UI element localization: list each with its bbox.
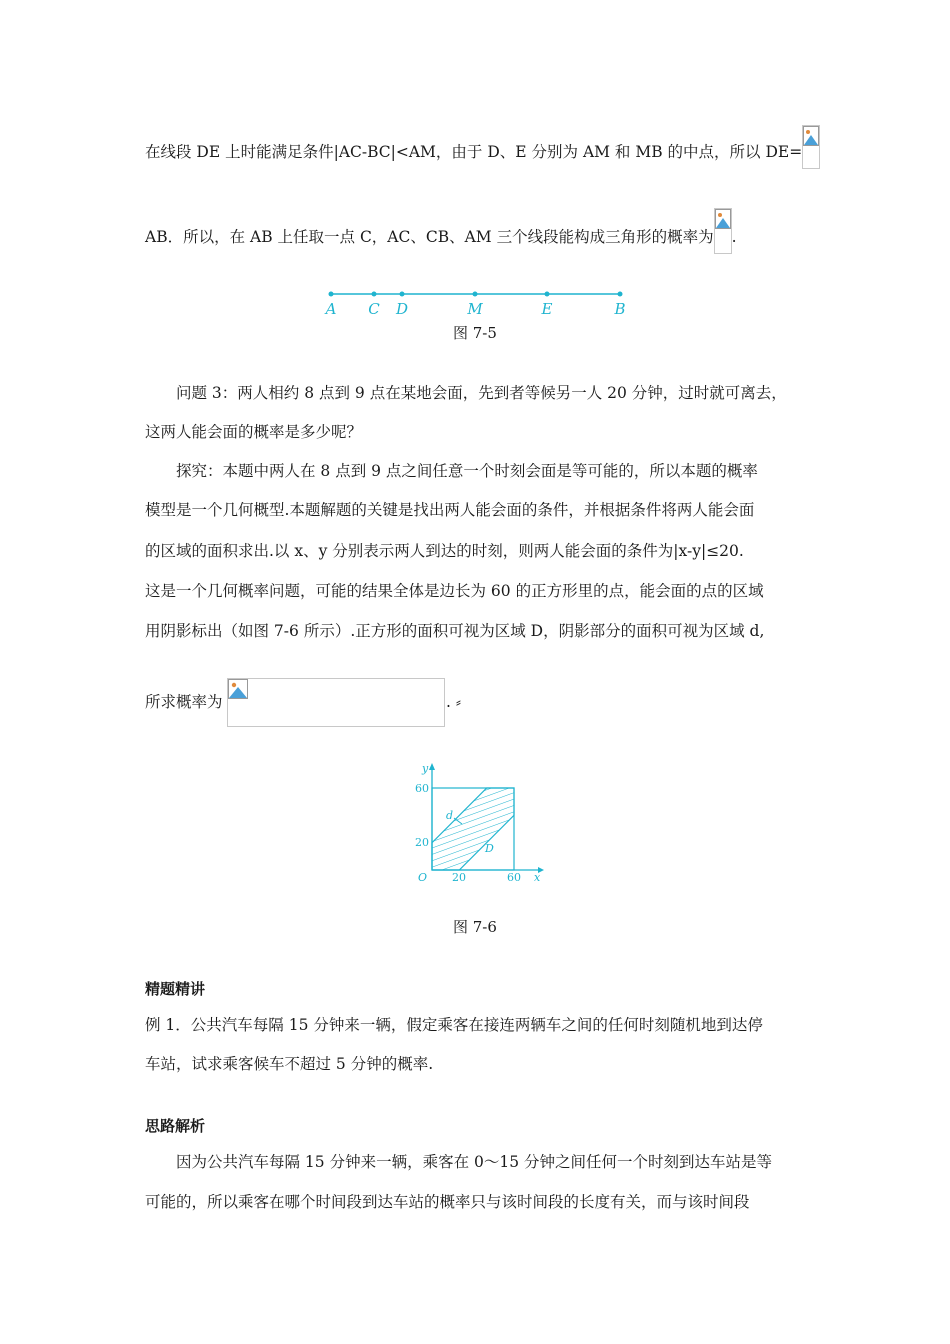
label-b: B	[614, 300, 626, 318]
text-line: 车站，试求乘客候车不超过 5 分钟的概率.	[145, 1055, 434, 1073]
formula-image-placeholder	[227, 678, 445, 727]
figure-caption: 图 7-5	[453, 324, 497, 342]
point-e	[545, 292, 550, 297]
text-line: 的区域的面积求出.以 x、y 分别表示两人到达的时刻，则两人能会面的条件为|x-y|≤20.	[145, 542, 744, 560]
section-heading: 思路解析	[145, 1117, 206, 1135]
label-d: D	[395, 300, 409, 318]
text-line: 例 1．公共汽车每隔 15 分钟来一辆，假定乘客在接连两辆车之间的任何时刻随机地到达停	[145, 1016, 763, 1034]
broken-image-icon	[228, 679, 248, 699]
figure-7-6	[410, 760, 550, 885]
y-tick-60: 60	[415, 782, 429, 795]
text-span: 在线段 DE 上时能满足条件|AC-BC|<AM，由于 D、E 分别为 AM 和 MB 的中点，所以 DE=	[145, 143, 803, 161]
text-line: 因为公共汽车每隔 15 分钟来一辆，乘客在 0～15 分钟之间任何一个时刻到达车站是等	[176, 1153, 773, 1171]
figure-caption: 图 7-6	[453, 918, 497, 936]
broken-image-icon	[715, 209, 731, 229]
broken-image-placeholder	[802, 125, 820, 169]
text-span: AB．所以，在 AB 上任取一点 C，AC、CB、AM 三个线段能构成三角形的概率为	[145, 228, 714, 246]
x-axis-label: x	[534, 871, 541, 884]
point-m	[473, 292, 478, 297]
text-line: . ⸗	[446, 693, 462, 711]
text-line: 问题 3：两人相约 8 点到 9 点在某地会面，先到者等候另一人 20 分钟，过时就可离去，	[176, 384, 787, 402]
point-a	[329, 292, 334, 297]
section-heading: 精题精讲	[145, 980, 206, 998]
text-span: .	[731, 228, 737, 246]
region-D-label: D	[485, 842, 494, 855]
x-tick-60: 60	[507, 871, 521, 884]
text-line: 可能的，所以乘客在哪个时间段到达车站的概率只与该时间段的长度有关，而与该时间段	[145, 1193, 750, 1211]
label-m: M	[467, 300, 483, 318]
y-tick-20: 20	[415, 836, 429, 849]
point-c	[372, 292, 377, 297]
label-a: A	[325, 300, 337, 318]
text-line: 这是一个几何概率问题，可能的结果全体是边长为 60 的正方形里的点，能会面的点的区域	[145, 582, 764, 600]
shaded-region-d	[432, 788, 514, 870]
text-line	[145, 137, 820, 169]
figure-7-5	[318, 285, 638, 320]
broken-image-icon	[803, 126, 819, 146]
label-e: E	[541, 300, 553, 318]
broken-image-placeholder	[714, 208, 732, 254]
region-d-label: d	[446, 809, 454, 822]
x-tick-20: 20	[452, 871, 466, 884]
label-c: C	[368, 300, 380, 318]
y-axis-label: y	[422, 762, 429, 775]
y-axis-arrow-icon	[429, 763, 435, 770]
text-line: 模型是一个几何概型.本题解题的关键是找出两人能会面的条件，并根据条件将两人能会面	[145, 501, 755, 519]
point-b	[618, 292, 623, 297]
text-line	[145, 222, 737, 254]
text-line: 探究：本题中两人在 8 点到 9 点之间任意一个时刻会面是等可能的，所以本题的概率	[176, 462, 758, 480]
text-line: 这两人能会面的概率是多少呢？	[145, 423, 363, 441]
origin-label: O	[418, 871, 428, 884]
text-line: 所求概率为	[145, 693, 223, 711]
text-line: 用阴影标出（如图 7-6 所示）.正方形的面积可视为区域 D，阴影部分的面积可视为区域 d,	[145, 622, 765, 640]
point-d	[400, 292, 405, 297]
